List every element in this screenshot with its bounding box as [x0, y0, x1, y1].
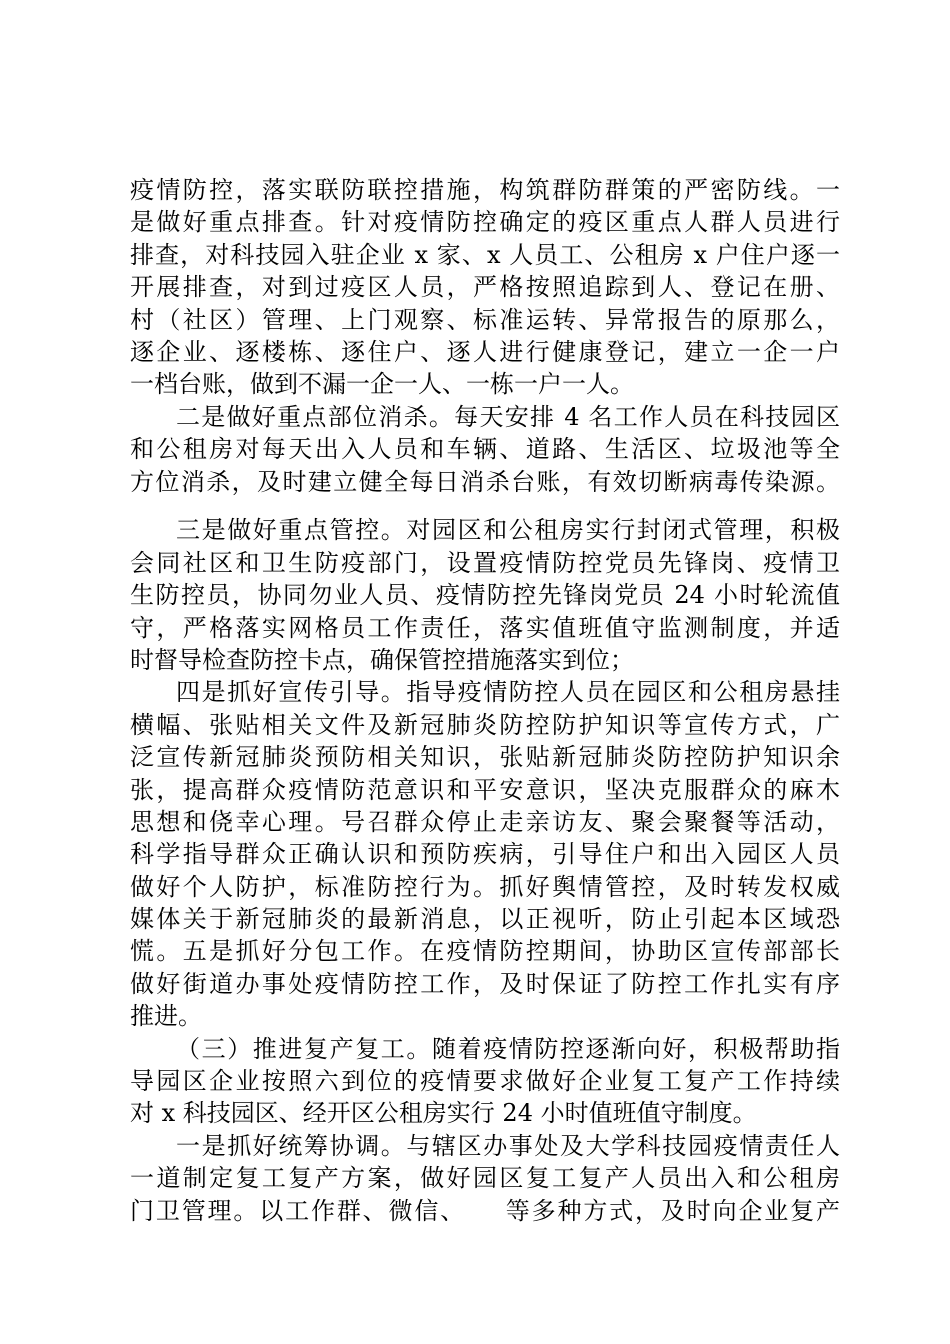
- text-line: 方位消杀，及时建立健全每日消杀台账，有效切断病毒传染源。: [130, 467, 840, 496]
- paragraph-resumption-heading: [130, 1033, 840, 1130]
- paragraph-disinfection: [130, 401, 840, 498]
- text-line: 是做好重点排查。针对疫情防控确定的疫区重点人群人员进行: [130, 208, 840, 237]
- text-line: 守，严格落实网格员工作责任，落实值班值守监测制度，并适: [130, 613, 840, 642]
- text-line: 时督导检查防控卡点，确保管控措施落实到位；: [130, 645, 634, 674]
- text-line: 生防控员，协同勿业人员、疫情防控先锋岗党员 24 小时轮流值: [130, 581, 840, 610]
- text-line: 泛宣传新冠肺炎预防相关知识，张贴新冠肺炎防控防护知识余: [130, 743, 840, 772]
- text-line: 做好街道办事处疫情防控工作，及时保证了防控工作扎实有序: [130, 969, 840, 998]
- text-line: 排查，对科技园入驻企业 x 家、x 人员工、公租房 x 户住户逐一: [130, 240, 840, 269]
- text-line: 三是做好重点管控。对园区和公租房实行封闭式管理，积极: [176, 516, 840, 545]
- text-line: 媒体关于新冠肺炎的最新消息，以正视听，防止引起本区域恐: [130, 905, 840, 934]
- text-line: 慌。五是抓好分包工作。在疫情防控期间，协助区宣传部部长: [130, 937, 840, 966]
- text-line: 推进。: [130, 1002, 202, 1031]
- text-line: 对 x 科技园区、经开区公租房实行 24 小时值班值守制度。: [130, 1099, 757, 1128]
- text-line: 门卫管理。以工作群、微信、 等多种方式，及时向企业复产: [130, 1196, 840, 1225]
- text-line: 逐企业、逐楼栋、逐住户、逐人进行健康登记，建立一企一户: [130, 337, 840, 366]
- text-line: 二是做好重点部位消杀。每天安排 4 名工作人员在科技园区: [176, 402, 840, 431]
- text-line: 一是抓好统筹协调。与辖区办事处及大学科技园疫情责任人: [176, 1131, 840, 1160]
- text-line: 一道制定复工复产方案，做好园区复工复产人员出入和公租房: [130, 1164, 840, 1193]
- text-line: 四是抓好宣传引导。指导疫情防控人员在园区和公租房悬挂: [176, 678, 840, 707]
- text-line: （三）推进复产复工。随着疫情防控逐渐向好，积极帮助指: [176, 1034, 840, 1063]
- text-line: 张，提高群众疫情防范意识和平安意识，坚决克服群众的麻木: [130, 775, 840, 804]
- text-line: 会同社区和卫生防疫部门，设置疫情防控党员先锋岗、疫情卫: [130, 548, 840, 577]
- text-line: 导园区企业按照六到位的疫情要求做好企业复工复产工作持续: [130, 1067, 840, 1096]
- paragraph-coordination: [130, 1130, 840, 1227]
- text-line: 疫情防控，落实联防联控措施，构筑群防群策的严密防线。一: [130, 176, 840, 204]
- text-line: 开展排查，对到过疫区人员，严格按照追踪到人、登记在册、: [130, 273, 840, 302]
- text-line: 做好个人防护，标准防控行为。抓好舆情管控，及时转发权威: [130, 872, 840, 901]
- paragraph-publicity: [130, 676, 840, 1032]
- text-line: 村（社区）管理、上门观察、标准运转、异常报告的原那么，: [130, 305, 840, 334]
- text-line: 一档台账，做到不漏一企一人、一栋一户一人。: [130, 370, 634, 399]
- text-line: 科学指导群众正确认识和预防疾病，引导住户和出入园区人员: [130, 840, 840, 869]
- document-body: [130, 174, 840, 1227]
- text-line: 思想和侥幸心理。号召群众停止走亲访友、聚会聚餐等活动，: [130, 807, 840, 836]
- paragraph-control: [130, 514, 840, 676]
- text-line: 和公租房对每天出入人员和车辆、道路、生活区、垃圾池等全: [130, 435, 840, 464]
- text-line: 横幅、张贴相关文件及新冠肺炎防控防护知识等宣传方式，广: [130, 710, 840, 739]
- paragraph-investigation: [130, 174, 840, 401]
